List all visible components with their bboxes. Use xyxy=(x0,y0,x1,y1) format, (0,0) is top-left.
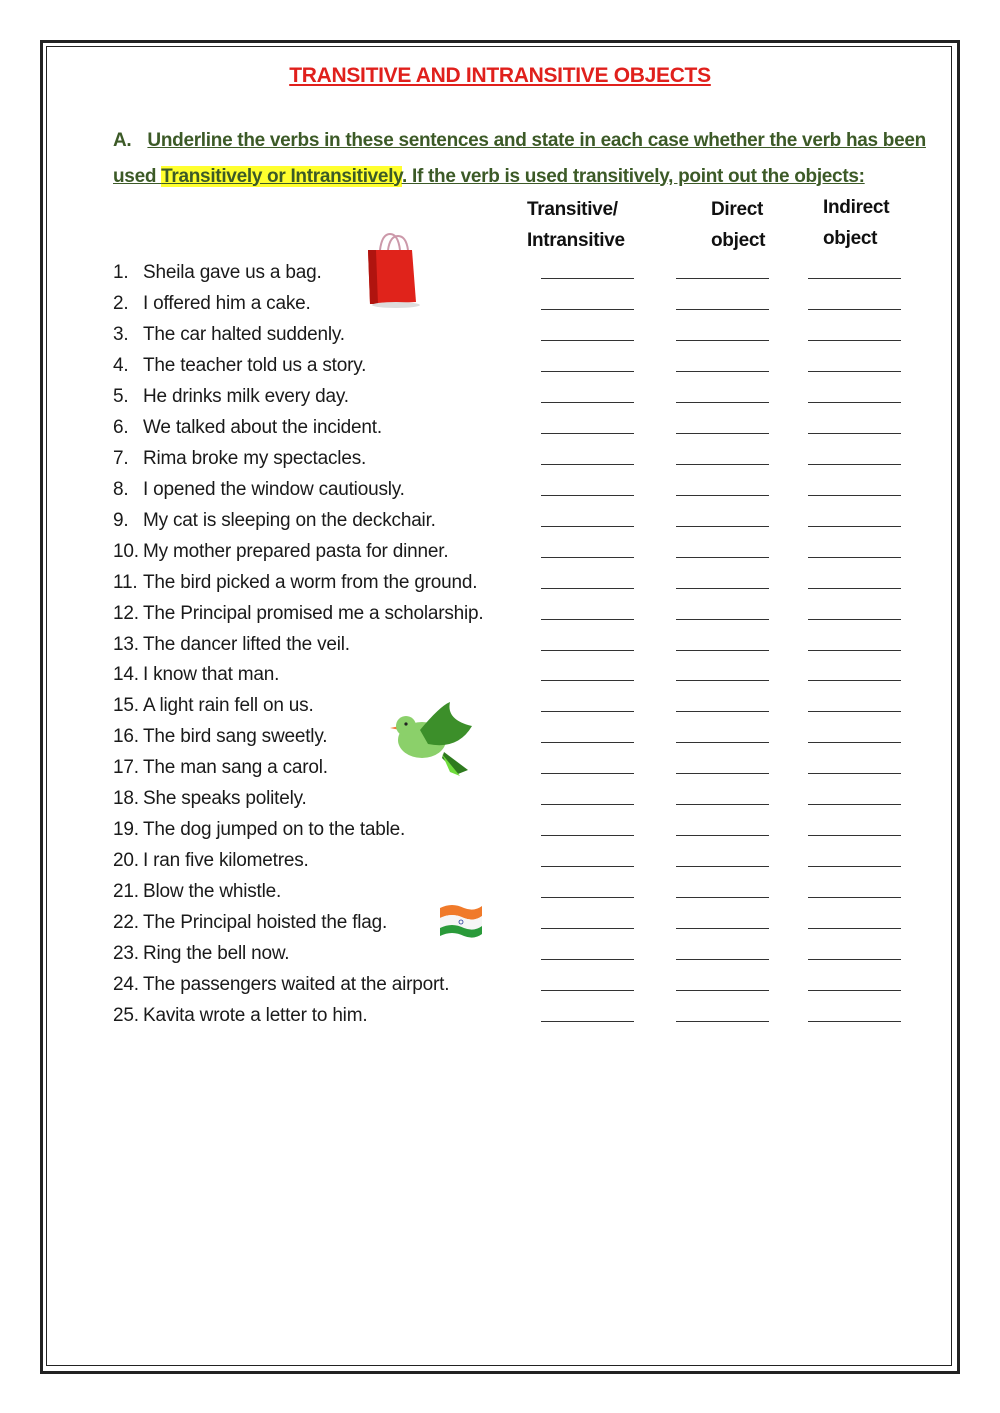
direct-object-answer-blank[interactable] xyxy=(676,1021,769,1022)
direct-object-answer-blank[interactable] xyxy=(676,433,769,434)
sentence-number: 11. xyxy=(113,571,138,593)
direct-object-answer-blank[interactable] xyxy=(676,495,769,496)
transitive-answer-blank[interactable] xyxy=(541,711,634,712)
indirect-object-answer-blank[interactable] xyxy=(808,680,901,681)
column-header-line: Transitive/ xyxy=(527,199,618,220)
indirect-object-answer-blank[interactable] xyxy=(808,309,901,310)
transitive-answer-blank[interactable] xyxy=(541,340,634,341)
sentence-number: 17. xyxy=(113,757,139,779)
transitive-answer-blank[interactable] xyxy=(541,371,634,372)
sentence-number: 19. xyxy=(113,819,139,841)
direct-object-answer-blank[interactable] xyxy=(676,773,769,774)
sentence-text: The bird picked a worm from the ground. xyxy=(143,571,478,593)
direct-object-answer-blank[interactable] xyxy=(676,557,769,558)
indirect-object-answer-blank[interactable] xyxy=(808,773,901,774)
sentence-number: 18. xyxy=(113,788,139,810)
direct-object-answer-blank[interactable] xyxy=(676,866,769,867)
direct-object-answer-blank[interactable] xyxy=(676,526,769,527)
sentence-text: She speaks politely. xyxy=(143,788,307,810)
sentence-text: Rima broke my spectacles. xyxy=(143,447,367,469)
indirect-object-answer-blank[interactable] xyxy=(808,495,901,496)
sentence-number: 7. xyxy=(113,447,129,469)
column-header-line: object xyxy=(823,228,878,249)
indirect-object-answer-blank[interactable] xyxy=(808,340,901,341)
transitive-answer-blank[interactable] xyxy=(541,526,634,527)
transitive-answer-blank[interactable] xyxy=(541,402,634,403)
sentence-number: 14. xyxy=(113,664,139,686)
indirect-object-answer-blank[interactable] xyxy=(808,835,901,836)
sentence-number: 16. xyxy=(113,726,139,748)
indirect-object-answer-blank[interactable] xyxy=(808,959,901,960)
transitive-answer-blank[interactable] xyxy=(541,835,634,836)
indirect-object-answer-blank[interactable] xyxy=(808,464,901,465)
sentence-text: The Principal promised me a scholarship. xyxy=(143,602,484,624)
sentence-text: We talked about the incident. xyxy=(143,416,382,438)
sentence-text: The passengers waited at the airport. xyxy=(143,974,450,996)
direct-object-answer-blank[interactable] xyxy=(676,742,769,743)
indirect-object-answer-blank[interactable] xyxy=(808,1021,901,1022)
sentence-number: 4. xyxy=(113,354,129,376)
direct-object-answer-blank[interactable] xyxy=(676,959,769,960)
indirect-object-answer-blank[interactable] xyxy=(808,990,901,991)
indirect-object-answer-blank[interactable] xyxy=(808,526,901,527)
transitive-answer-blank[interactable] xyxy=(541,495,634,496)
sentence-number: 6. xyxy=(113,416,129,438)
transitive-answer-blank[interactable] xyxy=(541,557,634,558)
column-header-indirect xyxy=(823,192,889,254)
direct-object-answer-blank[interactable] xyxy=(676,371,769,372)
direct-object-answer-blank[interactable] xyxy=(676,680,769,681)
sentence-text: He drinks milk every day. xyxy=(143,385,349,407)
sentence-text: I ran five kilometres. xyxy=(143,850,309,872)
direct-object-answer-blank[interactable] xyxy=(676,897,769,898)
direct-object-answer-blank[interactable] xyxy=(676,588,769,589)
direct-object-answer-blank[interactable] xyxy=(676,804,769,805)
transitive-answer-blank[interactable] xyxy=(541,680,634,681)
column-header-line: Indirect xyxy=(823,197,890,218)
direct-object-answer-blank[interactable] xyxy=(676,928,769,929)
sentence-number: 20. xyxy=(113,850,139,872)
sentence-number: 23. xyxy=(113,943,139,965)
transitive-answer-blank[interactable] xyxy=(541,897,634,898)
sentence-number: 13. xyxy=(113,633,139,655)
sentence-text: My mother prepared pasta for dinner. xyxy=(143,540,449,562)
direct-object-answer-blank[interactable] xyxy=(676,278,769,279)
indirect-object-answer-blank[interactable] xyxy=(808,742,901,743)
indirect-object-answer-blank[interactable] xyxy=(808,402,901,403)
sentence-number: 24. xyxy=(113,974,139,996)
sentence-number: 12. xyxy=(113,602,139,624)
sentence-text: I know that man. xyxy=(143,664,280,686)
direct-object-answer-blank[interactable] xyxy=(676,340,769,341)
direct-object-answer-blank[interactable] xyxy=(676,619,769,620)
sentence-number: 8. xyxy=(113,478,129,500)
sentence-number: 10. xyxy=(113,540,139,562)
column-header-line: Direct xyxy=(711,199,764,220)
sentence-number: 5. xyxy=(113,385,129,407)
sentence-text: The car halted suddenly. xyxy=(143,323,345,345)
sentence-text: The bird sang sweetly. xyxy=(143,726,328,748)
column-header-line: object xyxy=(711,230,766,251)
sentence-text: The man sang a carol. xyxy=(143,757,328,779)
transitive-answer-blank[interactable] xyxy=(541,773,634,774)
sentence-number: 22. xyxy=(113,912,139,934)
indirect-object-answer-blank[interactable] xyxy=(808,278,901,279)
transitive-answer-blank[interactable] xyxy=(541,866,634,867)
worksheet-title: TRANSITIVE AND INTRANSITIVE OBJECTS xyxy=(289,64,711,87)
transitive-answer-blank[interactable] xyxy=(541,278,634,279)
direct-object-answer-blank[interactable] xyxy=(676,990,769,991)
sentence-number: 21. xyxy=(113,881,139,903)
direct-object-answer-blank[interactable] xyxy=(676,711,769,712)
section-letter: A. xyxy=(113,130,132,151)
direct-object-answer-blank[interactable] xyxy=(676,835,769,836)
sentence-text: My cat is sleeping on the deckchair. xyxy=(143,509,436,531)
transitive-answer-blank[interactable] xyxy=(541,309,634,310)
transitive-answer-blank[interactable] xyxy=(541,650,634,651)
sentence-text: The dog jumped on to the table. xyxy=(143,819,406,841)
transitive-answer-blank[interactable] xyxy=(541,588,634,589)
sentence-text: I opened the window cautiously. xyxy=(143,478,405,500)
sentence-text: A light rain fell on us. xyxy=(143,695,314,717)
indirect-object-answer-blank[interactable] xyxy=(808,371,901,372)
indirect-object-answer-blank[interactable] xyxy=(808,588,901,589)
sentence-text: Ring the bell now. xyxy=(143,943,290,965)
sentence-text: Sheila gave us a bag. xyxy=(143,262,322,283)
direct-object-answer-blank[interactable] xyxy=(676,650,769,651)
indirect-object-answer-blank[interactable] xyxy=(808,433,901,434)
instruction-part2: . If the verb is used transitively, point out the objects: xyxy=(402,165,865,187)
sentence-number: 2. xyxy=(113,292,129,314)
sentence-text: Blow the whistle. xyxy=(143,881,282,903)
sentence-text: The Principal hoisted the flag. xyxy=(143,912,388,934)
transitive-answer-blank[interactable] xyxy=(541,464,634,465)
column-header-transitive xyxy=(527,194,625,256)
indirect-object-answer-blank[interactable] xyxy=(808,897,901,898)
transitive-answer-blank[interactable] xyxy=(541,990,634,991)
instructions xyxy=(113,123,933,194)
sentence-number: 3. xyxy=(113,323,129,345)
indirect-object-answer-blank[interactable] xyxy=(808,557,901,558)
indirect-object-answer-blank[interactable] xyxy=(808,804,901,805)
shopping-bag-icon xyxy=(362,232,424,308)
indirect-object-answer-blank[interactable] xyxy=(808,928,901,929)
sentence-number: 15. xyxy=(113,695,139,717)
green-bird-icon xyxy=(388,700,480,780)
sentence-text: The dancer lifted the veil. xyxy=(143,633,350,655)
column-header-direct xyxy=(711,194,765,256)
direct-object-answer-blank[interactable] xyxy=(676,464,769,465)
instruction-highlight: Transitively or Intransitively xyxy=(161,165,403,187)
indirect-object-answer-blank[interactable] xyxy=(808,650,901,651)
direct-object-answer-blank[interactable] xyxy=(676,309,769,310)
indirect-object-answer-blank[interactable] xyxy=(808,711,901,712)
transitive-answer-blank[interactable] xyxy=(541,804,634,805)
sentence-number: 1. xyxy=(113,262,129,283)
instruction-part1: Underline the verbs in these sentences and state in each case whether the verb has been used xyxy=(113,130,926,187)
sentence-text: The teacher told us a story. xyxy=(143,354,367,376)
transitive-answer-blank[interactable] xyxy=(541,619,634,620)
sentence-text: I offered him a cake. xyxy=(143,292,311,314)
transitive-answer-blank[interactable] xyxy=(541,433,634,434)
transitive-answer-blank[interactable] xyxy=(541,1021,634,1022)
transitive-answer-blank[interactable] xyxy=(541,928,634,929)
indirect-object-answer-blank[interactable] xyxy=(808,619,901,620)
transitive-answer-blank[interactable] xyxy=(541,742,634,743)
direct-object-answer-blank[interactable] xyxy=(676,402,769,403)
sentence-number: 25. xyxy=(113,1005,139,1027)
sentence-number: 9. xyxy=(113,509,129,531)
column-header-line: Intransitive xyxy=(527,230,625,251)
sentence-text: Kavita wrote a letter to him. xyxy=(143,1005,368,1027)
indirect-object-answer-blank[interactable] xyxy=(808,866,901,867)
transitive-answer-blank[interactable] xyxy=(541,959,634,960)
indian-flag-icon xyxy=(438,902,484,938)
